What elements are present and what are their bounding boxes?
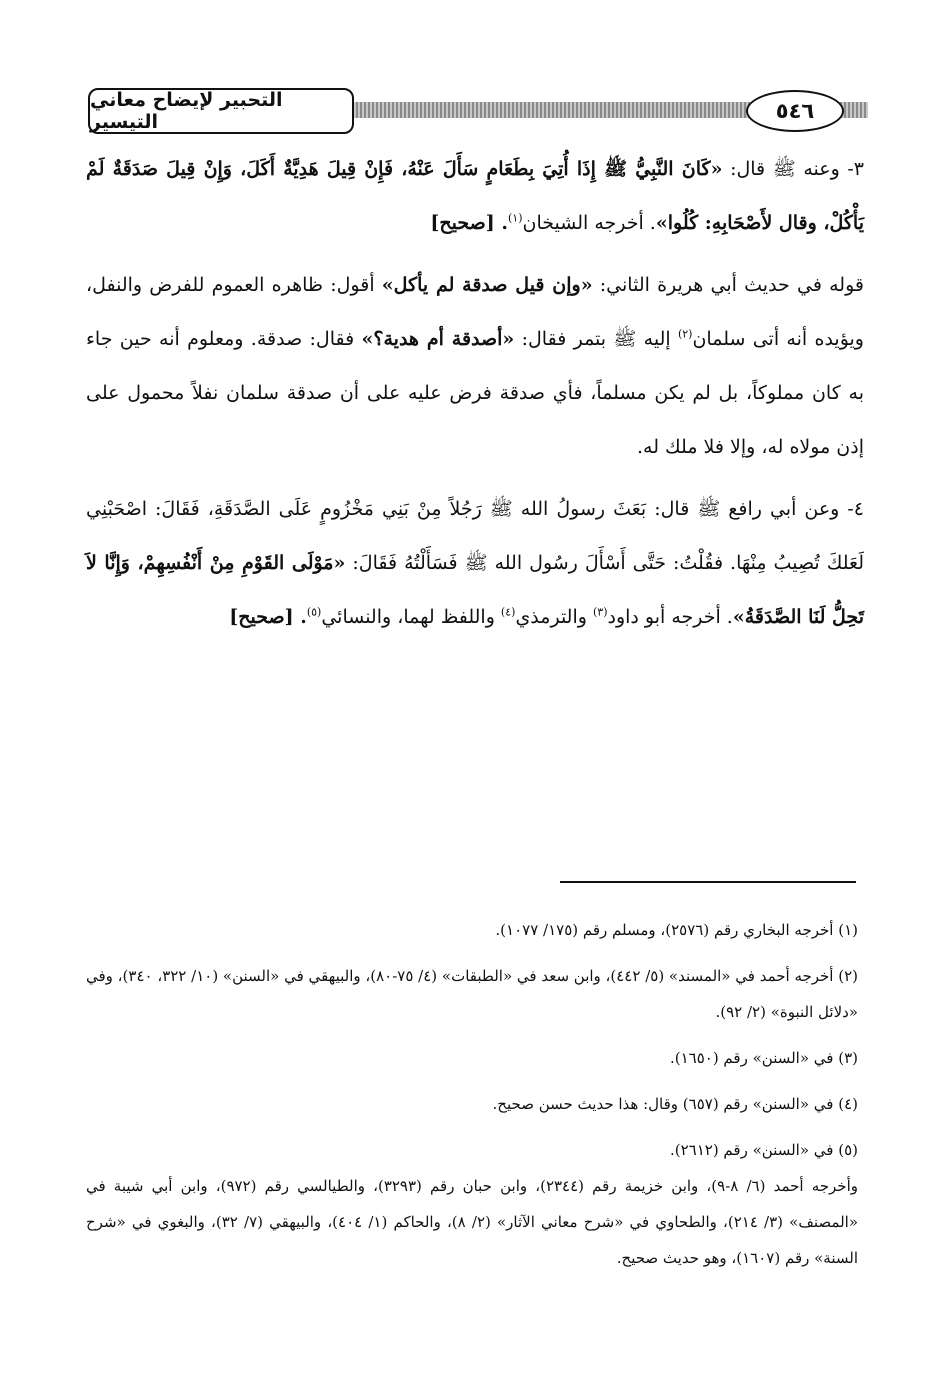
running-title	[88, 88, 354, 134]
hadith-4-takhrij-a: . أخرجه أبو داود	[607, 606, 733, 628]
commentary	[86, 258, 864, 474]
book-title: التحبير لإيضاح معاني التيسير	[90, 89, 283, 133]
hadith-4-takhrij-b: والترمذي	[515, 606, 593, 628]
commentary-part-b: أقول: ظاهره العموم للفرض والنفل، ويؤيده أنه أتى سلمان	[86, 274, 864, 350]
footnote-ref-1: (١)	[508, 211, 523, 225]
page-number-oval	[746, 90, 844, 132]
commentary-part-d: فقال: صدقة. ومعلوم أنه حين جاء به كان مملوكاً، بل لم يكن مسلماً، فأي صدقة فرض عليه على أن صدقة سلمان نفلاً محمول على إذن مولاه له، وإلا فلا ملك له.	[86, 328, 864, 458]
footnote-separator	[560, 881, 856, 883]
blessing-glyph: ﷺ	[697, 498, 721, 520]
footnote-2: (٢) أخرجه أحمد في «المسند» (٥/ ٤٤٢)، وابن سعد في «الطبقات» (٤/ ٧٥-٨٠)، والبيهقي في «السنن» (١٠/ ٣٢٢، ٣٤٠)، وفي «دلائل النبوة» (٢/ ٩٢).	[86, 967, 859, 1021]
hadith-3-grade: . [صحيح]	[430, 212, 508, 234]
footnotes	[86, 912, 858, 1276]
hadith-4	[86, 482, 864, 644]
main-text	[86, 142, 864, 644]
footnote-ref-2: (٢)	[677, 327, 693, 341]
page-header	[88, 88, 868, 134]
commentary-quote-2: «أصدقة أم هدية؟»	[361, 328, 515, 350]
hadith-3-qal: قال:	[722, 158, 773, 180]
footnote-3: (٣) في «السنن» رقم (١٦٥٠).	[669, 1049, 858, 1067]
hadith-3-takhrij: . أخرجه الشيخان	[522, 212, 656, 234]
footnote-ref-4: (٤)	[500, 605, 516, 619]
hadith-3-matn: «كَانَ النَّبِيُّ ﷺ إِذَا أُتِيَ بِطَعَامٍ سَأَلَ عَنْهُ، فَإِنْ قِيلَ هَدِيَّةٌ أَكَلَ، وَإِنْ قِيلَ صَدَقَةٌ لَمْ يَأْكُلْ، وقال لأَصْحَابِهِ: كُلُوا»	[86, 158, 864, 234]
hadith-4-takhrij-c: واللفظ لهما، والنسائي	[321, 606, 501, 628]
hadith-4-text: قال: بَعَثَ رسولُ الله ﷺ رَجُلاً مِنْ بَنِي مَخْزُومٍ عَلَى الصَّدَقَةِ، فَقَالَ: اصْحَبْنِي لَعَلكَ تُصِيبُ مِنْهَا. فقُلْتُ: حَتَّى أَسْأَلَ رسُول الله ﷺ فَسَأَلْتُهُ فَقَالَ:	[86, 498, 864, 574]
footnote-ref-5: (٥)	[306, 605, 322, 619]
commentary-part-a: قوله في حديث أبي هريرة الثاني:	[592, 274, 864, 296]
hadith-4-matn: «مَوْلَى القَوْمِ مِنْ أَنْفُسِهِمْ، وَإِنَّا لاَ تَحِلُّ لَنَا الصَّدَقَةُ»	[86, 552, 864, 628]
footnote-5-continued: وأخرجه أحمد (٦/ ٨-٩)، وابن خزيمة رقم (٢٣٤٤)، وابن حبان رقم (٣٢٩٣)، والطيالسي رقم (٩٧٢)، وابن أبي شيبة في «المصنف» (٣/ ٢١٤)، والطحاوي في «شرح معاني الآثار» (٢/ ٨)، والحاكم (١/ ٤٠٤)، والبيهقي (٧/ ٣٢)، والبغوي في «شرح السنة» رقم (١٦٠٧)، وهو حديث صحيح.	[86, 1177, 858, 1267]
footnote-5: (٥) في «السنن» رقم (٢٦١٢).	[669, 1141, 858, 1159]
hadith-3-intro: ٣- وعنه	[795, 158, 864, 180]
blessing-glyph: ﷺ	[772, 158, 796, 180]
footnote-4: (٤) في «السنن» رقم (٦٥٧) وقال: هذا حديث حسن صحيح.	[492, 1095, 858, 1113]
commentary-part-c: إليه ﷺ بتمر فقال:	[514, 328, 678, 350]
footnote-ref-3: (٣)	[592, 605, 608, 619]
commentary-quote-1: «وإن قيل صدقة لم يأكل»	[381, 274, 593, 296]
hadith-4-grade: . [صحيح]	[229, 606, 307, 628]
hadith-3	[86, 142, 864, 250]
hadith-4-intro: ٤- وعن أبي رافع	[720, 498, 865, 520]
page-number: ٥٤٦	[775, 99, 815, 123]
footnote-1: (١) أخرجه البخاري رقم (٢٥٧٦)، ومسلم رقم (١٧٥/ ١٠٧٧).	[495, 921, 858, 939]
